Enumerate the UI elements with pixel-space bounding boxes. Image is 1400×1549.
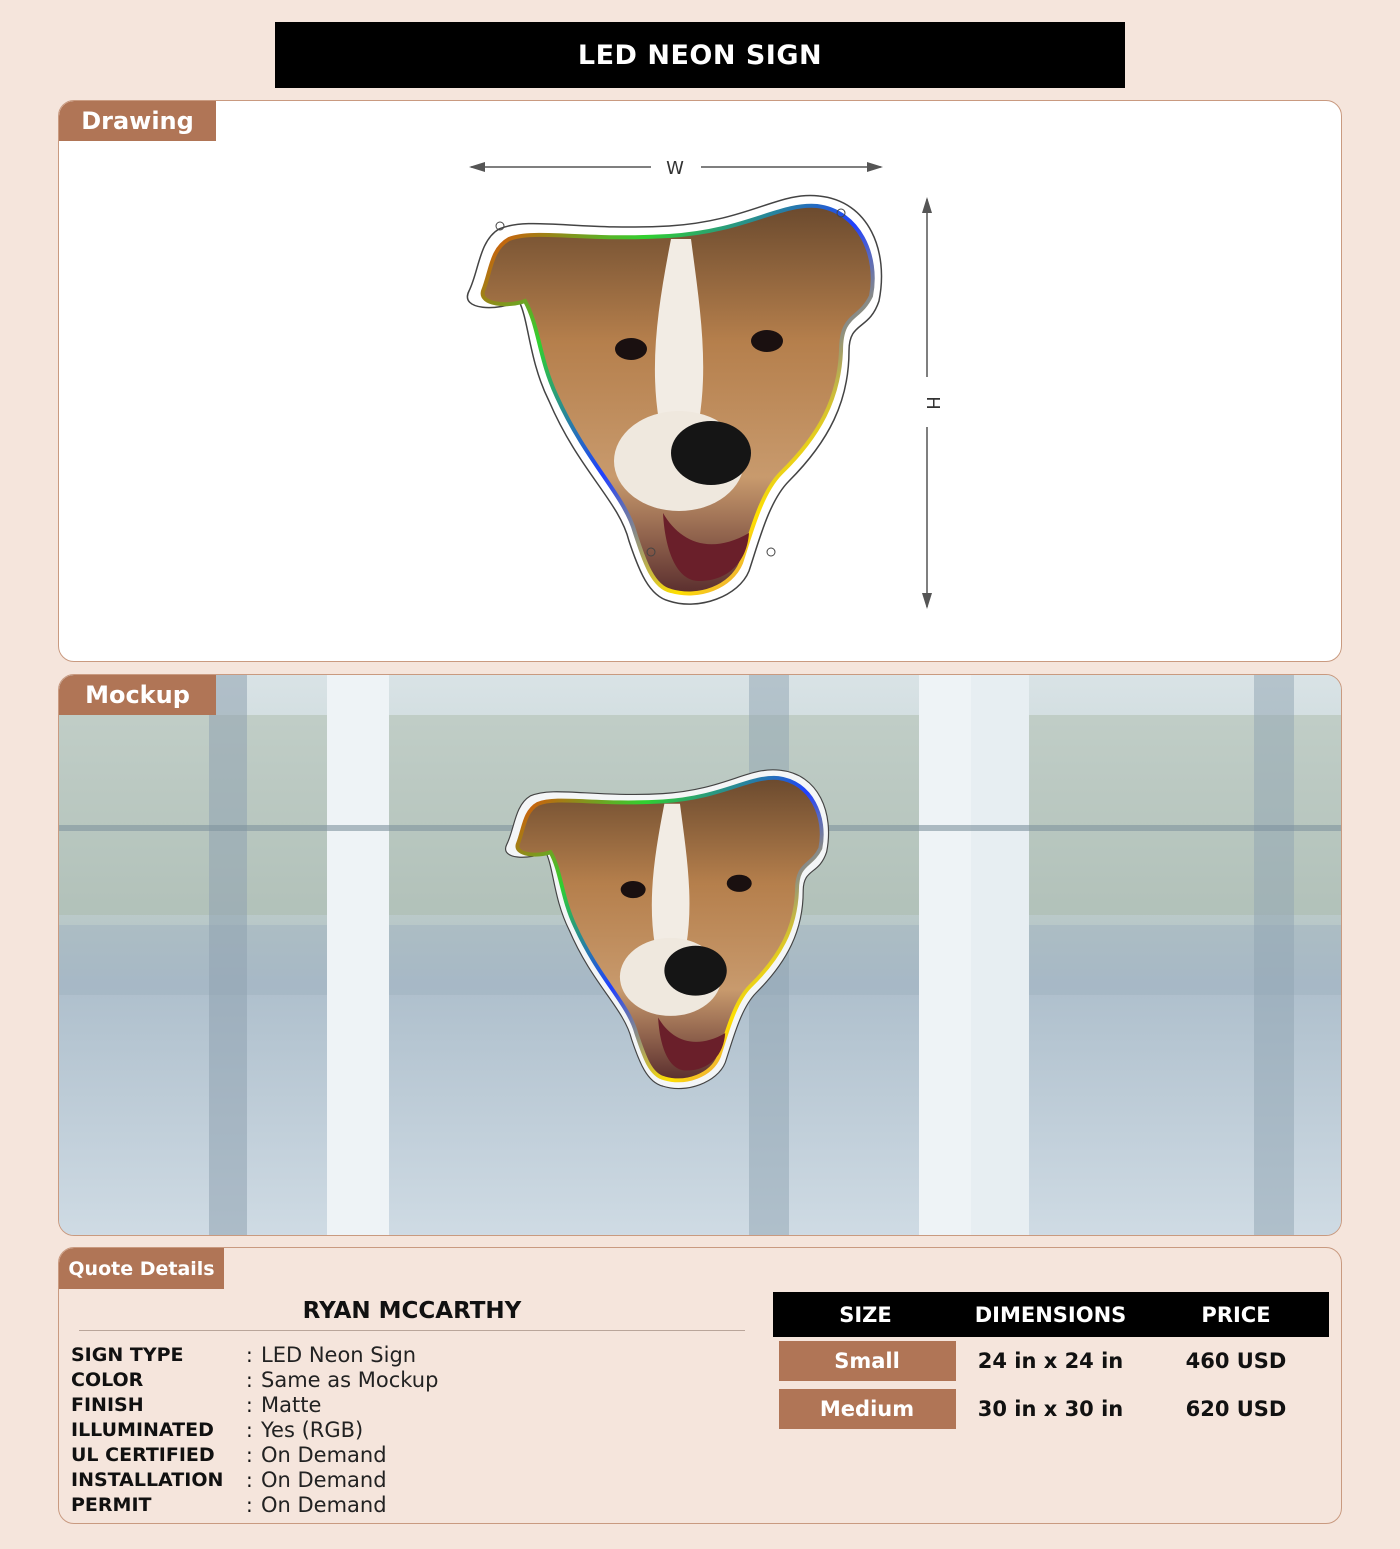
- spec-row: [71, 1342, 438, 1367]
- spec-value: Yes (RGB): [261, 1417, 364, 1442]
- mockup-tab: Mockup: [59, 675, 216, 715]
- mockup-panel: [58, 674, 1342, 1236]
- spec-row: [71, 1492, 438, 1517]
- spec-value: Matte: [261, 1392, 322, 1417]
- window-pillar: [327, 675, 389, 1236]
- dog-sign-drawing: [59, 101, 1342, 662]
- spec-label: FINISH: [71, 1393, 144, 1416]
- drawing-panel: [58, 100, 1342, 662]
- spec-label: ILLUMINATED: [71, 1418, 214, 1441]
- spec-list: [71, 1342, 438, 1517]
- window-frame: [1254, 675, 1294, 1236]
- dimensions-cell: 30 in x 30 in: [977, 1397, 1124, 1421]
- spec-row: [71, 1467, 438, 1492]
- price-column-header: PRICE: [1201, 1302, 1271, 1327]
- dog-nose: [671, 421, 751, 485]
- mockup-scene: [59, 675, 1342, 1236]
- window-pillar: [971, 675, 1029, 1236]
- table-row: [773, 1337, 1329, 1385]
- price-cell: 460 USD: [1185, 1349, 1287, 1373]
- window-frame: [209, 675, 247, 1236]
- price-table: [773, 1292, 1329, 1433]
- customer-name: RYAN MCCARTHY: [79, 1298, 745, 1331]
- size-badge: Medium: [779, 1389, 956, 1429]
- spec-value: Same as Mockup: [261, 1367, 439, 1392]
- spec-value: On Demand: [261, 1442, 387, 1467]
- spec-row: [71, 1417, 438, 1442]
- dimensions-cell: 24 in x 24 in: [977, 1349, 1124, 1373]
- spec-label: COLOR: [71, 1368, 144, 1391]
- spec-value: On Demand: [261, 1467, 387, 1492]
- spec-row: [71, 1392, 438, 1417]
- dog-eye-right: [751, 330, 783, 352]
- dog-eye-left: [615, 338, 647, 360]
- spec-separator: :: [246, 1417, 253, 1442]
- spec-separator: :: [246, 1367, 253, 1392]
- quote-details-tab: Quote Details: [59, 1248, 224, 1289]
- spec-label: UL CERTIFIED: [71, 1443, 215, 1466]
- width-label: W: [666, 158, 684, 179]
- window-pillar: [919, 675, 974, 1236]
- spec-label: PERMIT: [71, 1493, 152, 1516]
- spec-value: LED Neon Sign: [261, 1342, 417, 1367]
- dimensions-column-header: DIMENSIONS: [974, 1302, 1127, 1327]
- spec-label: INSTALLATION: [71, 1468, 224, 1491]
- spec-row: [71, 1442, 438, 1467]
- size-column-header: SIZE: [839, 1302, 892, 1327]
- spec-row: [71, 1367, 438, 1392]
- mount-hole: [767, 548, 775, 556]
- quote-details-panel: [58, 1247, 1342, 1524]
- table-row: [773, 1385, 1329, 1433]
- size-badge: Small: [779, 1341, 956, 1381]
- price-cell: 620 USD: [1185, 1397, 1287, 1421]
- height-label: H: [922, 396, 943, 410]
- spec-label: SIGN TYPE: [71, 1343, 184, 1366]
- spec-separator: :: [246, 1342, 253, 1367]
- spec-separator: :: [246, 1392, 253, 1417]
- spec-separator: :: [246, 1442, 253, 1467]
- spec-value: On Demand: [261, 1492, 387, 1517]
- page-title: LED NEON SIGN: [275, 22, 1125, 88]
- spec-separator: :: [246, 1492, 253, 1517]
- spec-separator: :: [246, 1467, 253, 1492]
- price-table-header: [773, 1292, 1329, 1337]
- drawing-tab: Drawing: [59, 101, 216, 141]
